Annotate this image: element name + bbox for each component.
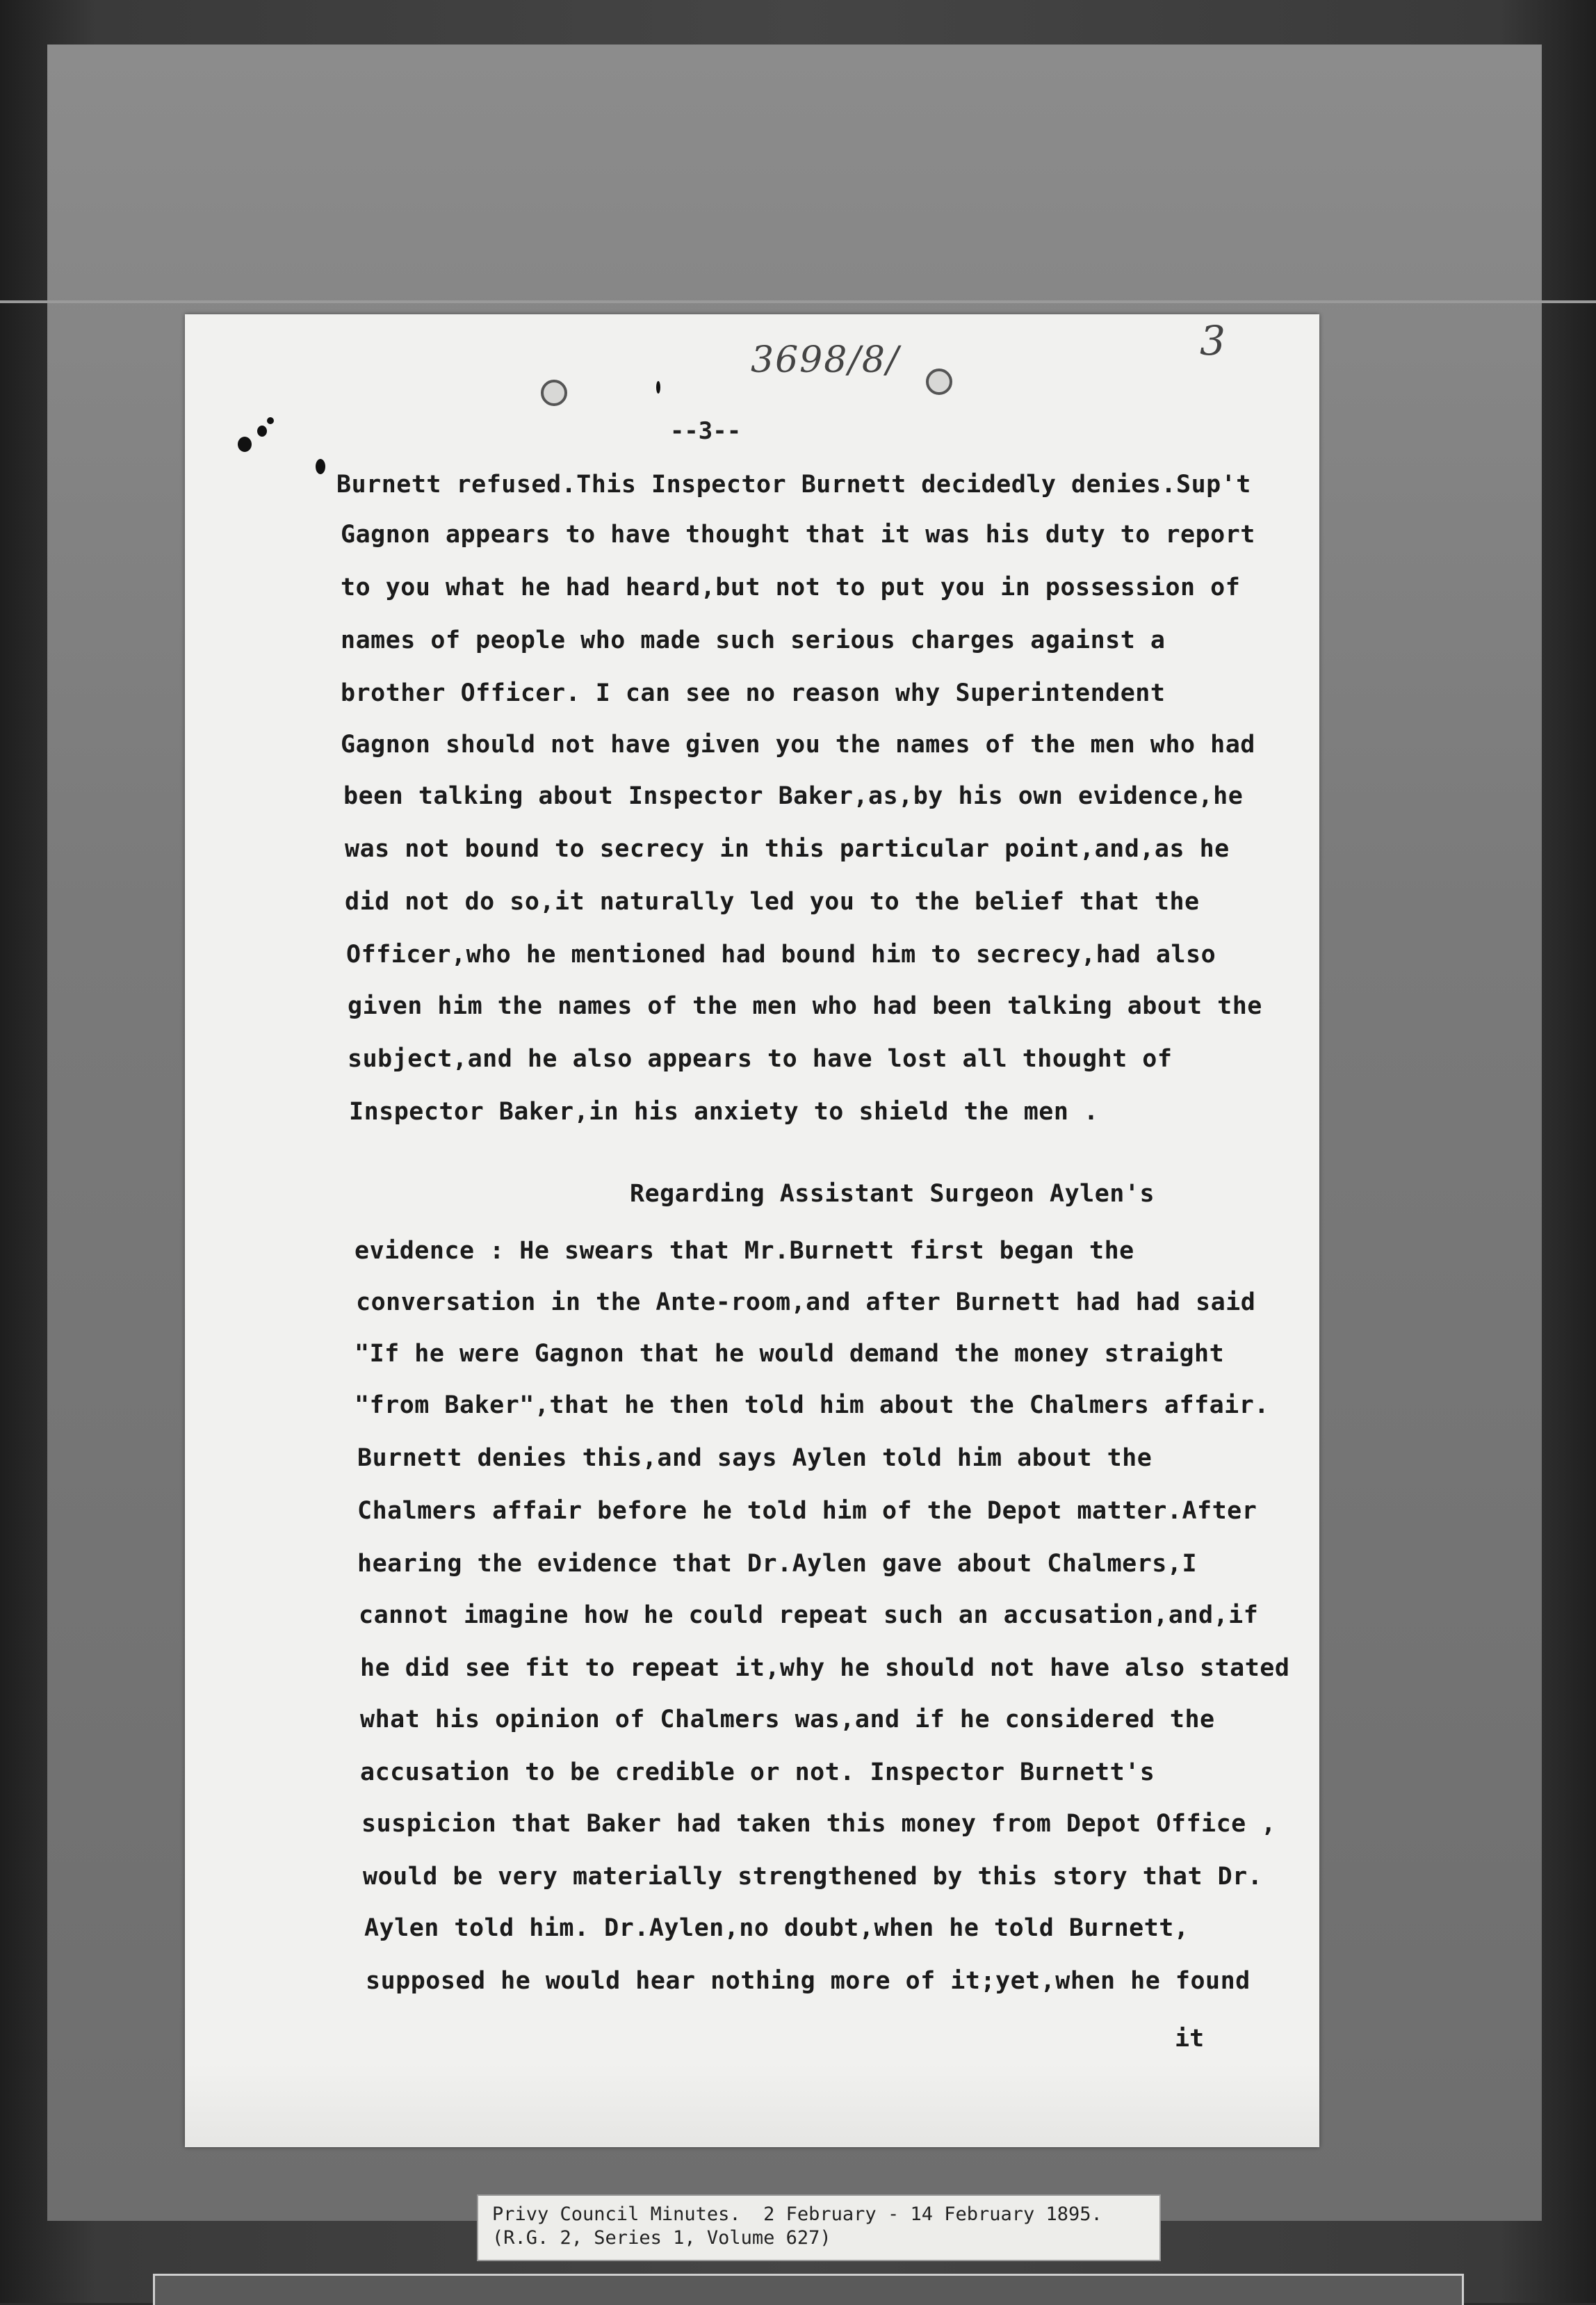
- typed-page-number: --3--: [669, 417, 742, 445]
- body-line: Officer,who he mentioned had bound him to secrecy,had also: [346, 941, 1216, 969]
- ink-blot: [267, 417, 274, 424]
- body-line: Aylen told him. Dr.Aylen,no doubt,when he told Burnett,: [364, 1914, 1189, 1942]
- body-line: hearing the evidence that Dr.Aylen gave about Chalmers,I: [357, 1550, 1198, 1578]
- body-line: did not do so,it naturally led you to the belief that the: [345, 888, 1200, 916]
- ink-blot: [316, 459, 325, 474]
- body-line: Burnett denies this,and says Aylen told him about the: [357, 1444, 1153, 1472]
- handwritten-page-number: 3: [1200, 317, 1227, 364]
- body-line: to you what he had heard,but not to put you in possession of: [341, 574, 1241, 601]
- body-line-indented: Regarding Assistant Surgeon Aylen's: [630, 1180, 1155, 1208]
- body-line: accusation to be credible or not. Inspector Burnett's: [360, 1758, 1155, 1786]
- body-line: conversation in the Ante-room,and after Burnett had had said: [356, 1288, 1256, 1316]
- body-line: suspicion that Baker had taken this money from Depot Office ,: [361, 1810, 1276, 1838]
- body-line: supposed he would hear nothing more of it;yet,when he found: [366, 1967, 1251, 1995]
- ink-speck: [656, 381, 660, 394]
- caption-line-1: Privy Council Minutes. 2 February - 14 February 1895.: [492, 2203, 1102, 2225]
- body-line: Burnett refused.This Inspector Burnett decidedly denies.Sup't: [336, 471, 1251, 499]
- body-line: Inspector Baker,in his anxiety to shield the men .: [349, 1098, 1099, 1126]
- body-line: cannot imagine how he could repeat such an accusation,and,if: [359, 1601, 1259, 1629]
- sheet-shading: [185, 2064, 1319, 2147]
- body-line: given him the names of the men who had been talking about the: [348, 992, 1262, 1020]
- catchword: it: [1175, 2025, 1205, 2053]
- handwritten-reference-number: 3698/8/: [751, 339, 900, 381]
- body-line: been talking about Inspector Baker,as,by his own evidence,he: [343, 782, 1244, 810]
- next-frame-edge: [153, 2274, 1464, 2305]
- body-line: Gagnon should not have given you the names of the men who had: [341, 731, 1255, 759]
- body-line: he did see fit to repeat it,why he should not have also stated: [360, 1654, 1290, 1682]
- body-line: evidence : He swears that Mr.Burnett first began the: [355, 1237, 1134, 1265]
- body-line: would be very materially strengthened by this story that Dr.: [363, 1863, 1263, 1891]
- punch-hole-right: [926, 369, 952, 395]
- caption-line-2: (R.G. 2, Series 1, Volume 627): [492, 2226, 831, 2249]
- ink-blot: [238, 437, 252, 452]
- body-line: Chalmers affair before he told him of the Depot matter.After: [357, 1497, 1257, 1525]
- ink-blot: [257, 426, 267, 437]
- body-line: Gagnon appears to have thought that it was his duty to report: [341, 521, 1255, 549]
- archive-caption-label: [477, 2194, 1161, 2261]
- body-line: "If he were Gagnon that he would demand the money straight: [355, 1340, 1225, 1368]
- body-line: what his opinion of Chalmers was,and if he considered the: [360, 1706, 1215, 1733]
- mount-edge-line: [0, 300, 1596, 303]
- body-line: subject,and he also appears to have lost all thought of: [348, 1045, 1173, 1073]
- punch-hole-left: [541, 380, 567, 406]
- body-line: names of people who made such serious charges against a: [341, 626, 1166, 654]
- body-line: brother Officer. I can see no reason why Superintendent: [341, 679, 1166, 707]
- body-line: "from Baker",that he then told him about the Chalmers affair.: [355, 1391, 1269, 1419]
- body-line: was not bound to secrecy in this particular point,and,as he: [345, 835, 1230, 863]
